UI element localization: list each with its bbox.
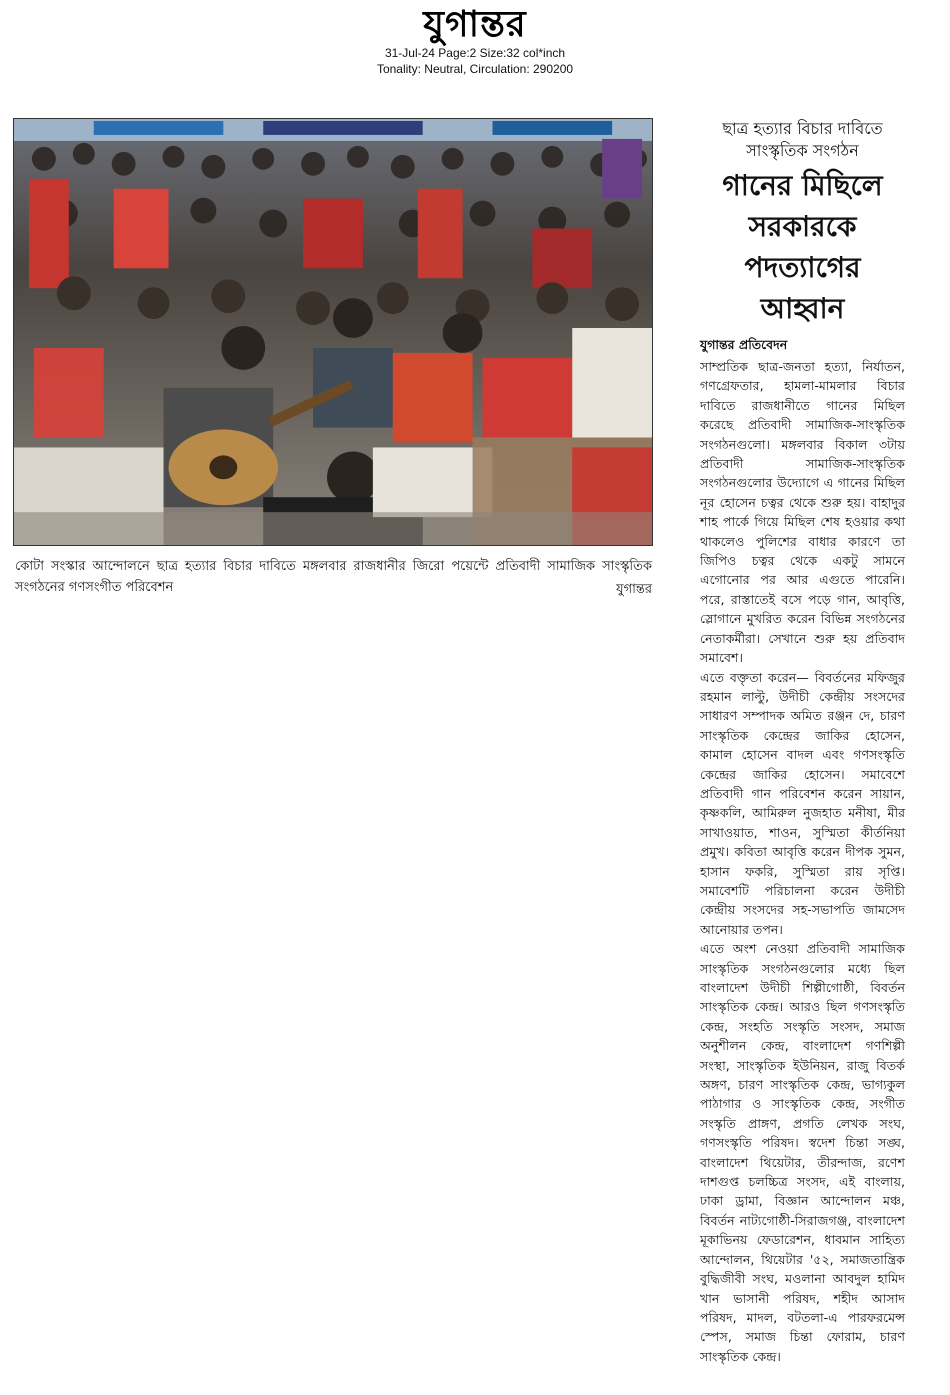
clipping-meta-date-page: 31-Jul-24 Page:2 Size:32 col*inch — [384, 46, 566, 60]
protest-crowd-photo — [14, 119, 652, 545]
newspaper-logo: যুগান্তর — [423, 3, 527, 45]
article-paragraph: এতে বক্তৃতা করেন— বিবর্তনের মফিজুর রহমান লাল্টু, উদীচী কেন্দ্রীয় সংসদের সাধারণ সম্পাদক অমিত রঞ্জন দে, চারণ সাংস্কৃতিক কেন্দ্রের জাকির হোসেন, কামাল হোসেন বাদল এবং গণসংস্কৃতি কেন্দ্রের জাকির হোসেন। সমাবেশে প্রতিবাদী গান পরিবেশন করেন সায়ান, কৃষ্ণকলি, আমিরুল নুজহাত মনীষা, মীর সাখাওয়াত, শাওন, সুস্মিতা কীর্তনিয়া প্রমুখ। কবিতা আবৃত্তি করেন দীপক সুমন, হাসান ফকরি, সুস্মিতা রায় সৃপ্তি। সমাবেশটি পরিচালনা করেন উদীচী কেন্দ্রীয় সংসদের সহ-সভাপতি জামসেদ আনোয়ার তপন। — [700, 669, 905, 937]
kicker-line-2: সাংস্কৃতিক সংগঠন — [746, 141, 859, 160]
news-photo — [13, 118, 653, 546]
clipping-meta-tonality: Tonality: Neutral, Circulation: 290200 — [376, 62, 574, 76]
photo-credit: যুগান্তর — [616, 582, 652, 597]
news-article — [700, 118, 905, 1366]
article-headline: গানের মিছিলে সরকারকে পদত্যাগের আহ্বান — [722, 169, 883, 325]
article-paragraph: সাম্প্রতিক ছাত্র-জনতা হত্যা, নির্যাতন, গণগ্রেফতার, হামলা-মামলার বিচার দাবিতে রাজধানীতে গানের মিছিল করেছে প্রতিবাদী সামাজিক-সাংস্কৃতিক সংগঠনগুলো। মঙ্গলবার বিকাল ৩টায় প্রতিবাদী সামাজিক-সাংস্কৃতিক সংগঠনগুলোর উদ্যোগে এ গানের মিছিল নূর হোসেন চত্বর থেকে শুরু হয়। বাহাদুর শাহ পার্কে গিয়ে মিছিল শেষ হওয়ার কথা থাকলেও পুলিশের বাধার কারণে তা জিপিও চত্বর থেকে একটু সামনে এগোনোর পর আর এগুতে পারেনি। পরে, রাস্তাতেই বসে পড়ে গান, আবৃত্তি, স্লোগানে মুখরিত করেন বিভিন্ন সংগঠনের নেতাকর্মীরা। সেখানে শুরু হয় প্রতিবাদ সমাবেশ। — [700, 359, 905, 666]
photo-caption: কোটা সংস্কার আন্দোলনে ছাত্র হত্যার বিচার দাবিতে মঙ্গলবার রাজধানীর জিরো পয়েন্টে প্রতিবাদী সামাজিক সাংস্কৃতিক সংগঠনের গণসংগীত পরিবেশন — [15, 559, 652, 595]
article-kicker — [700, 118, 905, 162]
article-byline: যুগান্তর প্রতিবেদন — [700, 337, 788, 352]
kicker-line-1: ছাত্র হত্যার বিচার দাবিতে — [722, 119, 883, 138]
article-paragraph: এতে অংশ নেওয়া প্রতিবাদী সামাজিক সাংস্কৃতিক সংগঠনগুলোর মধ্যে ছিল বাংলাদেশ উদীচী শিল্পীগোষ্ঠী, বিবর্তন সাংস্কৃতিক কেন্দ্র। আরও ছিল গণসংস্কৃতি কেন্দ্র, সংহতি সংস্কৃতি সংসদ, সমাজ অনুশীলন কেন্দ্র, বাংলাদেশ গণশিল্পী সংস্থা, সাংস্কৃতিক ইউনিয়ন, রাজু বিতর্ক অঙ্গণ, চারণ সাংস্কৃতিক কেন্দ্র, ভাগ্যকুল পাঠাগার ও সাংস্কৃতিক কেন্দ্র, সংগীত সংস্কৃতি প্রাঙ্গণ, প্রগতি লেখক সংঘ, গণসংস্কৃতি পরিষদ। স্বদেশ চিন্তা সঙ্ঘ, বাংলাদেশ থিয়েটার, তীরন্দাজ, রণেশ দাশগুপ্ত চলচ্চিত্র সংসদ, এই বাংলায়, ঢাকা ড্রামা, বিজ্ঞান আন্দোলন মঞ্চ, বিবর্তন নাট্যগোষ্ঠী-সিরাজগঞ্জ, বাংলাদেশ মূকাভিনয় ফেডারেশন, ধাবমান সাহিত্য আন্দোলন, থিয়েটার '৫২, সমাজতান্ত্রিক বুদ্ধিজীবী সংঘ, মওলানা আবদুল হামিদ খান ভাসানী পরিষদ, শহীদ আসাদ পরিষদ, মাদল, বটতলা-এ পারফরমেন্স স্পেস, সমাজ চিন্তা ফোরাম, চারণ সাংস্কৃতিক কেন্দ্র। — [700, 941, 905, 1364]
article-body — [700, 357, 905, 1366]
